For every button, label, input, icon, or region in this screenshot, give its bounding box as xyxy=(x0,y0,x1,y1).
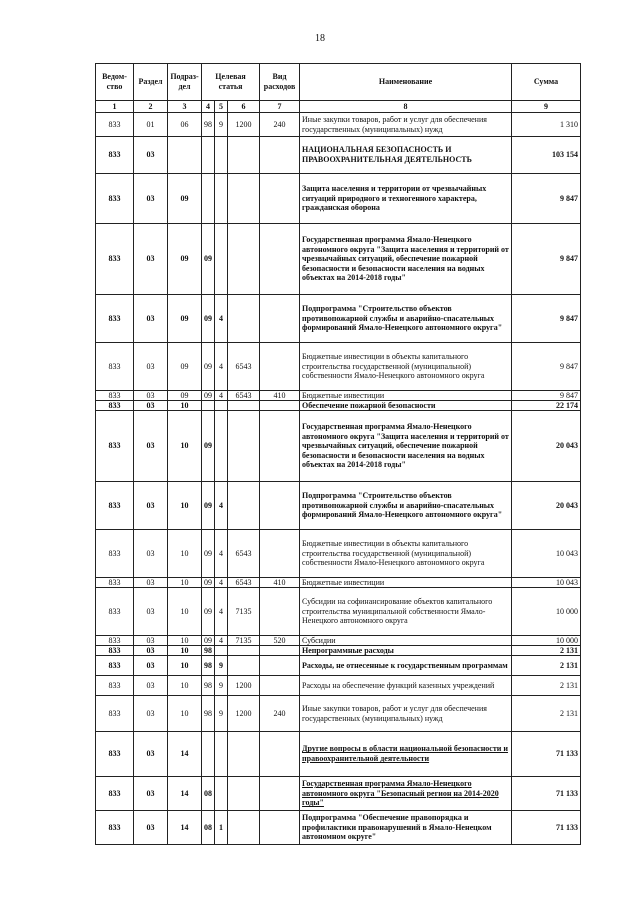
target-item-cell xyxy=(228,295,260,343)
table-row xyxy=(96,588,581,636)
razdel-cell: 03 xyxy=(134,777,168,811)
target-subprogram-cell xyxy=(215,646,228,656)
podrazdel-cell: 06 xyxy=(168,113,202,137)
vedomstvo-cell: 833 xyxy=(96,137,134,174)
target-item-cell xyxy=(228,137,260,174)
target-program-cell: 09 xyxy=(202,343,215,391)
target-subprogram-cell: 4 xyxy=(215,588,228,636)
target-program-cell: 09 xyxy=(202,295,215,343)
podrazdel-cell: 10 xyxy=(168,588,202,636)
expense-type-cell: 240 xyxy=(260,113,300,137)
name-cell: Непрограммные расходы xyxy=(300,646,512,656)
target-item-cell: 6543 xyxy=(228,530,260,578)
vedomstvo-cell: 833 xyxy=(96,676,134,696)
name-cell: Государственная программа Ямало-Ненецкого автономного округа "Защита населения и территорий от чрезвычайных ситуаций, обеспечение пожарной безопасности и безопасности населения на водных объектах на 2014-2018 годы" xyxy=(300,411,512,482)
budget-table xyxy=(95,63,581,845)
vedomstvo-cell: 833 xyxy=(96,343,134,391)
name-cell: Бюджетные инвестиции xyxy=(300,391,512,401)
target-subprogram-cell xyxy=(215,732,228,777)
target-item-cell: 6543 xyxy=(228,578,260,588)
target-subprogram-cell xyxy=(215,777,228,811)
column-number: 9 xyxy=(512,101,581,113)
podrazdel-cell: 14 xyxy=(168,732,202,777)
table-header-row xyxy=(96,64,581,101)
header-celevaya-statya: Целевая статья xyxy=(202,64,260,101)
target-subprogram-cell xyxy=(215,174,228,224)
razdel-cell: 03 xyxy=(134,295,168,343)
target-program-cell: 98 xyxy=(202,696,215,732)
target-subprogram-cell: 9 xyxy=(215,676,228,696)
table-row xyxy=(96,530,581,578)
table-row xyxy=(96,343,581,391)
target-subprogram-cell: 4 xyxy=(215,482,228,530)
sum-cell: 103 154 xyxy=(512,137,581,174)
target-item-cell xyxy=(228,811,260,845)
target-item-cell xyxy=(228,174,260,224)
razdel-cell: 03 xyxy=(134,732,168,777)
target-subprogram-cell xyxy=(215,224,228,295)
vedomstvo-cell: 833 xyxy=(96,482,134,530)
sum-cell: 1 310 xyxy=(512,113,581,137)
sum-cell: 71 133 xyxy=(512,811,581,845)
razdel-cell: 03 xyxy=(134,174,168,224)
target-program-cell: 98 xyxy=(202,646,215,656)
podrazdel-cell: 09 xyxy=(168,391,202,401)
table-row xyxy=(96,401,581,411)
column-number: 4 xyxy=(202,101,215,113)
sum-cell: 10 043 xyxy=(512,530,581,578)
column-number: 6 xyxy=(228,101,260,113)
target-subprogram-cell: 4 xyxy=(215,578,228,588)
podrazdel-cell: 10 xyxy=(168,401,202,411)
page-number: 18 xyxy=(315,33,325,44)
vedomstvo-cell: 833 xyxy=(96,656,134,676)
name-cell: Государственная программа Ямало-Ненецкого автономного округа "Защита населения и территорий от чрезвычайных ситуаций, обеспечение пожарной безопасности и безопасности населения на водных объектах на 2014-2018 годы" xyxy=(300,224,512,295)
target-program-cell: 09 xyxy=(202,578,215,588)
sum-cell: 9 847 xyxy=(512,391,581,401)
table-row xyxy=(96,732,581,777)
razdel-cell: 03 xyxy=(134,411,168,482)
sum-cell: 2 131 xyxy=(512,696,581,732)
target-item-cell xyxy=(228,224,260,295)
target-item-cell: 1200 xyxy=(228,696,260,732)
expense-type-cell xyxy=(260,411,300,482)
expense-type-cell: 520 xyxy=(260,636,300,646)
target-program-cell xyxy=(202,137,215,174)
expense-type-cell: 410 xyxy=(260,578,300,588)
target-subprogram-cell: 4 xyxy=(215,343,228,391)
vedomstvo-cell: 833 xyxy=(96,732,134,777)
target-program-cell: 08 xyxy=(202,811,215,845)
table-row xyxy=(96,676,581,696)
name-cell: Бюджетные инвестиции xyxy=(300,578,512,588)
podrazdel-cell: 10 xyxy=(168,636,202,646)
razdel-cell: 03 xyxy=(134,811,168,845)
vedomstvo-cell: 833 xyxy=(96,113,134,137)
target-program-cell: 09 xyxy=(202,391,215,401)
podrazdel-cell: 10 xyxy=(168,676,202,696)
podrazdel-cell: 14 xyxy=(168,811,202,845)
target-item-cell xyxy=(228,656,260,676)
expense-type-cell: 410 xyxy=(260,391,300,401)
name-cell: Подпрограмма "Строительство объектов противопожарной службы и аварийно-спасательных формирований Ямало-Ненецкого автономного округа" xyxy=(300,482,512,530)
name-cell: Расходы на обеспечение функций казенных учреждений xyxy=(300,676,512,696)
target-item-cell xyxy=(228,646,260,656)
target-item-cell: 7135 xyxy=(228,588,260,636)
target-program-cell xyxy=(202,401,215,411)
vedomstvo-cell: 833 xyxy=(96,646,134,656)
expense-type-cell xyxy=(260,530,300,578)
header-naimenovanie: Наименование xyxy=(300,64,512,101)
vedomstvo-cell: 833 xyxy=(96,588,134,636)
name-cell: Иные закупки товаров, работ и услуг для обеспечения государственных (муниципальных) нужд xyxy=(300,696,512,732)
razdel-cell: 03 xyxy=(134,656,168,676)
target-subprogram-cell: 4 xyxy=(215,636,228,646)
header-podrazdel: Подраз-дел xyxy=(168,64,202,101)
name-cell: Бюджетные инвестиции в объекты капитального строительства государственной (муниципальной) собственности Ямало-Ненецкого автономного округа xyxy=(300,530,512,578)
sum-cell: 20 043 xyxy=(512,411,581,482)
table-row xyxy=(96,411,581,482)
razdel-cell: 03 xyxy=(134,391,168,401)
name-cell: НАЦИОНАЛЬНАЯ БЕЗОПАСНОСТЬ И ПРАВООХРАНИТЕЛЬНАЯ ДЕЯТЕЛЬНОСТЬ xyxy=(300,137,512,174)
podrazdel-cell: 10 xyxy=(168,578,202,588)
razdel-cell: 03 xyxy=(134,696,168,732)
header-vedomstvo: Ведом-ство xyxy=(96,64,134,101)
table-row xyxy=(96,482,581,530)
razdel-cell: 03 xyxy=(134,636,168,646)
target-subprogram-cell: 9 xyxy=(215,656,228,676)
podrazdel-cell: 09 xyxy=(168,224,202,295)
podrazdel-cell: 14 xyxy=(168,777,202,811)
name-cell: Субсидии xyxy=(300,636,512,646)
razdel-cell: 03 xyxy=(134,224,168,295)
target-subprogram-cell: 9 xyxy=(215,113,228,137)
podrazdel-cell: 10 xyxy=(168,696,202,732)
target-subprogram-cell: 9 xyxy=(215,696,228,732)
target-subprogram-cell xyxy=(215,401,228,411)
table-row xyxy=(96,113,581,137)
podrazdel-cell: 09 xyxy=(168,295,202,343)
sum-cell: 22 174 xyxy=(512,401,581,411)
expense-type-cell xyxy=(260,646,300,656)
expense-type-cell: 240 xyxy=(260,696,300,732)
target-item-cell xyxy=(228,732,260,777)
target-program-cell: 09 xyxy=(202,636,215,646)
vedomstvo-cell: 833 xyxy=(96,224,134,295)
vedomstvo-cell: 833 xyxy=(96,174,134,224)
sum-cell: 10 000 xyxy=(512,588,581,636)
sum-cell: 10 000 xyxy=(512,636,581,646)
vedomstvo-cell: 833 xyxy=(96,636,134,646)
vedomstvo-cell: 833 xyxy=(96,401,134,411)
target-program-cell xyxy=(202,174,215,224)
target-program-cell: 09 xyxy=(202,224,215,295)
target-item-cell xyxy=(228,401,260,411)
table-row xyxy=(96,696,581,732)
target-subprogram-cell xyxy=(215,411,228,482)
table-row xyxy=(96,391,581,401)
header-vid-raskhodov: Вид расходов xyxy=(260,64,300,101)
table-row xyxy=(96,578,581,588)
target-item-cell: 6543 xyxy=(228,391,260,401)
header-razdel: Раздел xyxy=(134,64,168,101)
target-item-cell: 6543 xyxy=(228,343,260,391)
sum-cell: 71 133 xyxy=(512,777,581,811)
sum-cell: 10 043 xyxy=(512,578,581,588)
podrazdel-cell: 10 xyxy=(168,646,202,656)
column-number: 7 xyxy=(260,101,300,113)
expense-type-cell xyxy=(260,676,300,696)
razdel-cell: 03 xyxy=(134,676,168,696)
vedomstvo-cell: 833 xyxy=(96,811,134,845)
column-number: 3 xyxy=(168,101,202,113)
target-program-cell: 98 xyxy=(202,676,215,696)
table-row xyxy=(96,646,581,656)
vedomstvo-cell: 833 xyxy=(96,777,134,811)
table-row xyxy=(96,656,581,676)
sum-cell: 9 847 xyxy=(512,295,581,343)
name-cell: Иные закупки товаров, работ и услуг для обеспечения государственных (муниципальных) нужд xyxy=(300,113,512,137)
podrazdel-cell: 09 xyxy=(168,343,202,391)
expense-type-cell xyxy=(260,343,300,391)
table-row xyxy=(96,174,581,224)
target-item-cell: 1200 xyxy=(228,113,260,137)
table-row xyxy=(96,811,581,845)
sum-cell: 9 847 xyxy=(512,224,581,295)
column-number: 8 xyxy=(300,101,512,113)
target-program-cell: 08 xyxy=(202,777,215,811)
target-subprogram-cell xyxy=(215,137,228,174)
table-row xyxy=(96,224,581,295)
name-cell: Расходы, не отнесенные к государственным программам xyxy=(300,656,512,676)
podrazdel-cell: 10 xyxy=(168,482,202,530)
razdel-cell: 03 xyxy=(134,401,168,411)
name-cell: Защита населения и территории от чрезвычайных ситуаций природного и техногенного характера, гражданская оборона xyxy=(300,174,512,224)
vedomstvo-cell: 833 xyxy=(96,530,134,578)
vedomstvo-cell: 833 xyxy=(96,411,134,482)
target-program-cell: 09 xyxy=(202,482,215,530)
expense-type-cell xyxy=(260,224,300,295)
vedomstvo-cell: 833 xyxy=(96,696,134,732)
target-subprogram-cell: 4 xyxy=(215,391,228,401)
expense-type-cell xyxy=(260,137,300,174)
sum-cell: 9 847 xyxy=(512,174,581,224)
name-cell: Бюджетные инвестиции в объекты капитального строительства государственной (муниципальной) собственности Ямало-Ненецкого автономного округа xyxy=(300,343,512,391)
name-cell: Подпрограмма "Строительство объектов противопожарной службы и аварийно-спасательных формирований Ямало-Ненецкого автономного округа" xyxy=(300,295,512,343)
sum-cell: 2 131 xyxy=(512,676,581,696)
target-subprogram-cell: 1 xyxy=(215,811,228,845)
target-program-cell: 98 xyxy=(202,113,215,137)
podrazdel-cell: 09 xyxy=(168,174,202,224)
vedomstvo-cell: 833 xyxy=(96,391,134,401)
target-item-cell: 1200 xyxy=(228,676,260,696)
target-subprogram-cell: 4 xyxy=(215,295,228,343)
razdel-cell: 03 xyxy=(134,588,168,636)
name-cell: Государственная программа Ямало-Ненецкого автономного округа "Безопасный регион на 2014-2020 годы" xyxy=(300,777,512,811)
column-number: 5 xyxy=(215,101,228,113)
name-cell: Субсидии на софинансирование объектов капитального строительства муниципальной собственности Ямало-Ненецкого автономного округа xyxy=(300,588,512,636)
razdel-cell: 03 xyxy=(134,482,168,530)
table-row xyxy=(96,137,581,174)
expense-type-cell xyxy=(260,656,300,676)
column-number-row xyxy=(96,101,581,113)
sum-cell: 20 043 xyxy=(512,482,581,530)
razdel-cell: 03 xyxy=(134,646,168,656)
expense-type-cell xyxy=(260,482,300,530)
target-program-cell xyxy=(202,732,215,777)
razdel-cell: 03 xyxy=(134,343,168,391)
target-item-cell xyxy=(228,411,260,482)
target-program-cell: 09 xyxy=(202,530,215,578)
table-row xyxy=(96,777,581,811)
razdel-cell: 01 xyxy=(134,113,168,137)
expense-type-cell xyxy=(260,174,300,224)
vedomstvo-cell: 833 xyxy=(96,578,134,588)
expense-type-cell xyxy=(260,732,300,777)
target-subprogram-cell: 4 xyxy=(215,530,228,578)
sum-cell: 71 133 xyxy=(512,732,581,777)
table-row xyxy=(96,295,581,343)
column-number: 2 xyxy=(134,101,168,113)
header-summa: Сумма xyxy=(512,64,581,101)
target-item-cell xyxy=(228,777,260,811)
expense-type-cell xyxy=(260,811,300,845)
name-cell: Подпрограмма "Обеспечение правопорядка и профилактики правонарушений в Ямало-Ненецком автономном округе" xyxy=(300,811,512,845)
podrazdel-cell: 10 xyxy=(168,530,202,578)
column-number: 1 xyxy=(96,101,134,113)
target-program-cell: 09 xyxy=(202,411,215,482)
podrazdel-cell: 10 xyxy=(168,656,202,676)
expense-type-cell xyxy=(260,777,300,811)
name-cell: Другие вопросы в области национальной безопасности и правоохранительной деятельности xyxy=(300,732,512,777)
target-item-cell: 7135 xyxy=(228,636,260,646)
podrazdel-cell: 10 xyxy=(168,411,202,482)
podrazdel-cell xyxy=(168,137,202,174)
razdel-cell: 03 xyxy=(134,530,168,578)
target-item-cell xyxy=(228,482,260,530)
table-row xyxy=(96,636,581,646)
sum-cell: 2 131 xyxy=(512,656,581,676)
expense-type-cell xyxy=(260,401,300,411)
razdel-cell: 03 xyxy=(134,578,168,588)
sum-cell: 2 131 xyxy=(512,646,581,656)
name-cell: Обеспечение пожарной безопасности xyxy=(300,401,512,411)
sum-cell: 9 847 xyxy=(512,343,581,391)
target-program-cell: 09 xyxy=(202,588,215,636)
vedomstvo-cell: 833 xyxy=(96,295,134,343)
expense-type-cell xyxy=(260,588,300,636)
expense-type-cell xyxy=(260,295,300,343)
target-program-cell: 98 xyxy=(202,656,215,676)
razdel-cell: 03 xyxy=(134,137,168,174)
